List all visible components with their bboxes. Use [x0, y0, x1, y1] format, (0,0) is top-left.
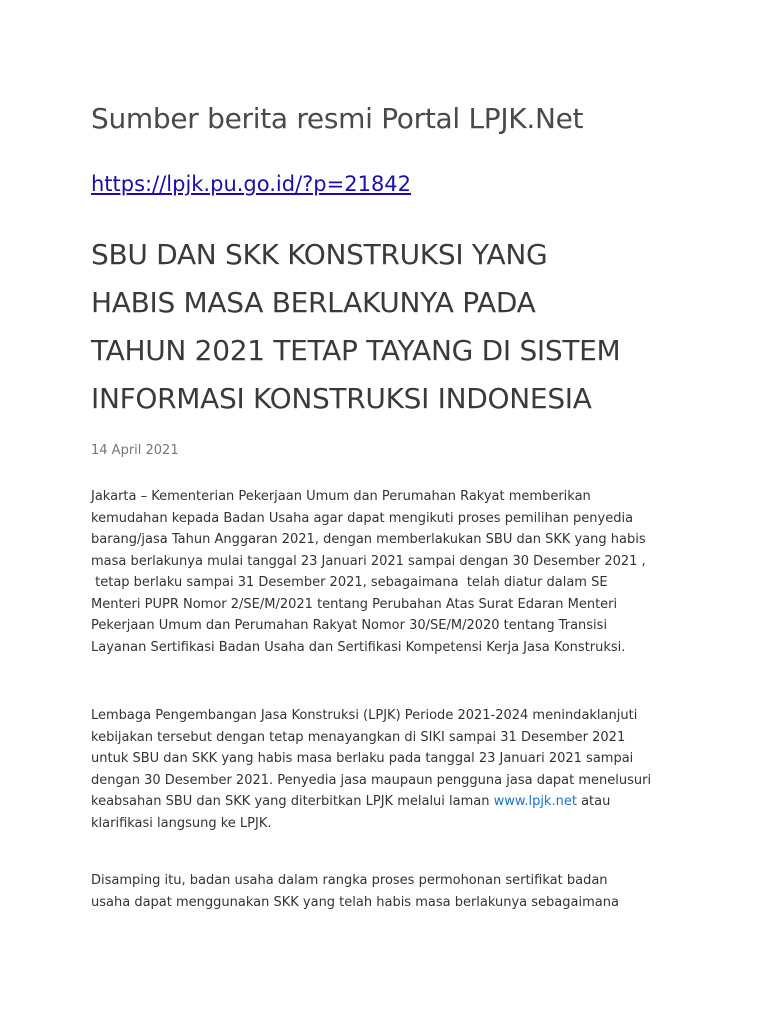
source-link[interactable]: https://lpjk.pu.go.id/?p=21842 — [91, 172, 412, 196]
paragraph-line: untuk SBU dan SKK yang habis masa berlaku pada tanggal 23 Januari 2021 sampai — [91, 751, 634, 766]
paragraph-text: keabsahan SBU dan SKK yang diterbitkan LPJK melalui laman — [91, 794, 494, 809]
headline-line: INFORMASI KONSTRUKSI INDONESIA — [91, 382, 592, 415]
headline-line: TAHUN 2021 TETAP TAYANG DI SISTEM — [91, 334, 621, 367]
article-date: 14 April 2021 — [91, 443, 179, 458]
paragraph-line: masa berlakunya mulai tanggal 23 Januari 2021 sampai dengan 30 Desember 2021 , — [91, 553, 646, 569]
paragraph-line: Lembaga Pengembangan Jasa Konstruksi (LPJK) Periode 2021-2024 menindaklanjuti — [91, 708, 638, 723]
paragraph-text: atau — [576, 794, 611, 809]
article-headline — [91, 231, 691, 423]
paragraph-line: usaha dapat menggunakan SKK yang telah habis masa berlakunya sebagaimana — [91, 894, 619, 910]
paragraph-line: kemudahan kepada Badan Usaha agar dapat mengikuti proses pemilihan penyedia — [91, 510, 634, 526]
paragraph-2 — [91, 705, 691, 834]
paragraph-line: Jakarta – Kementerian Pekerjaan Umum dan Perumahan Rakyat memberikan — [91, 489, 591, 504]
paragraph-line: Disamping itu, badan usaha dalam rangka proses permohonan sertifikat badan — [91, 873, 608, 888]
paragraph-line: Pekerjaan Umum dan Perumahan Rakyat Nomor 30/SE/M/2020 tentang Transisi — [91, 618, 608, 633]
paragraph-1 — [91, 486, 691, 658]
headline-line: SBU DAN SKK KONSTRUKSI YANG — [91, 238, 548, 271]
paragraph-3 — [91, 870, 691, 913]
lpjk-website-link[interactable]: www.lpjk.net — [493, 794, 577, 809]
paragraph-line: Layanan Sertifikasi Badan Usaha dan Sertifikasi Kompetensi Kerja Jasa Konstruksi. — [91, 639, 626, 655]
paragraph-line: tetap berlaku sampai 31 Desember 2021, sebagaimana telah diatur dalam SE — [91, 575, 608, 590]
source-title: Sumber berita resmi Portal LPJK.Net — [91, 102, 584, 135]
paragraph-line: barang/jasa Tahun Anggaran 2021, dengan memberlakukan SBU dan SKK yang habis — [91, 532, 646, 547]
paragraph-line: dengan 30 Desember 2021. Penyedia jasa maupaun pengguna jasa dapat menelusuri — [91, 772, 652, 788]
paragraph-line-with-link — [91, 791, 691, 813]
paragraph-line: Menteri PUPR Nomor 2/SE/M/2021 tentang Perubahan Atas Surat Edaran Menteri — [91, 596, 618, 612]
headline-line: HABIS MASA BERLAKUNYA PADA — [91, 286, 536, 319]
paragraph-line: klarifikasi langsung ke LPJK. — [91, 815, 272, 831]
paragraph-line: kebijakan tersebut dengan tetap menayangkan di SIKI sampai 31 Desember 2021 — [91, 729, 626, 745]
